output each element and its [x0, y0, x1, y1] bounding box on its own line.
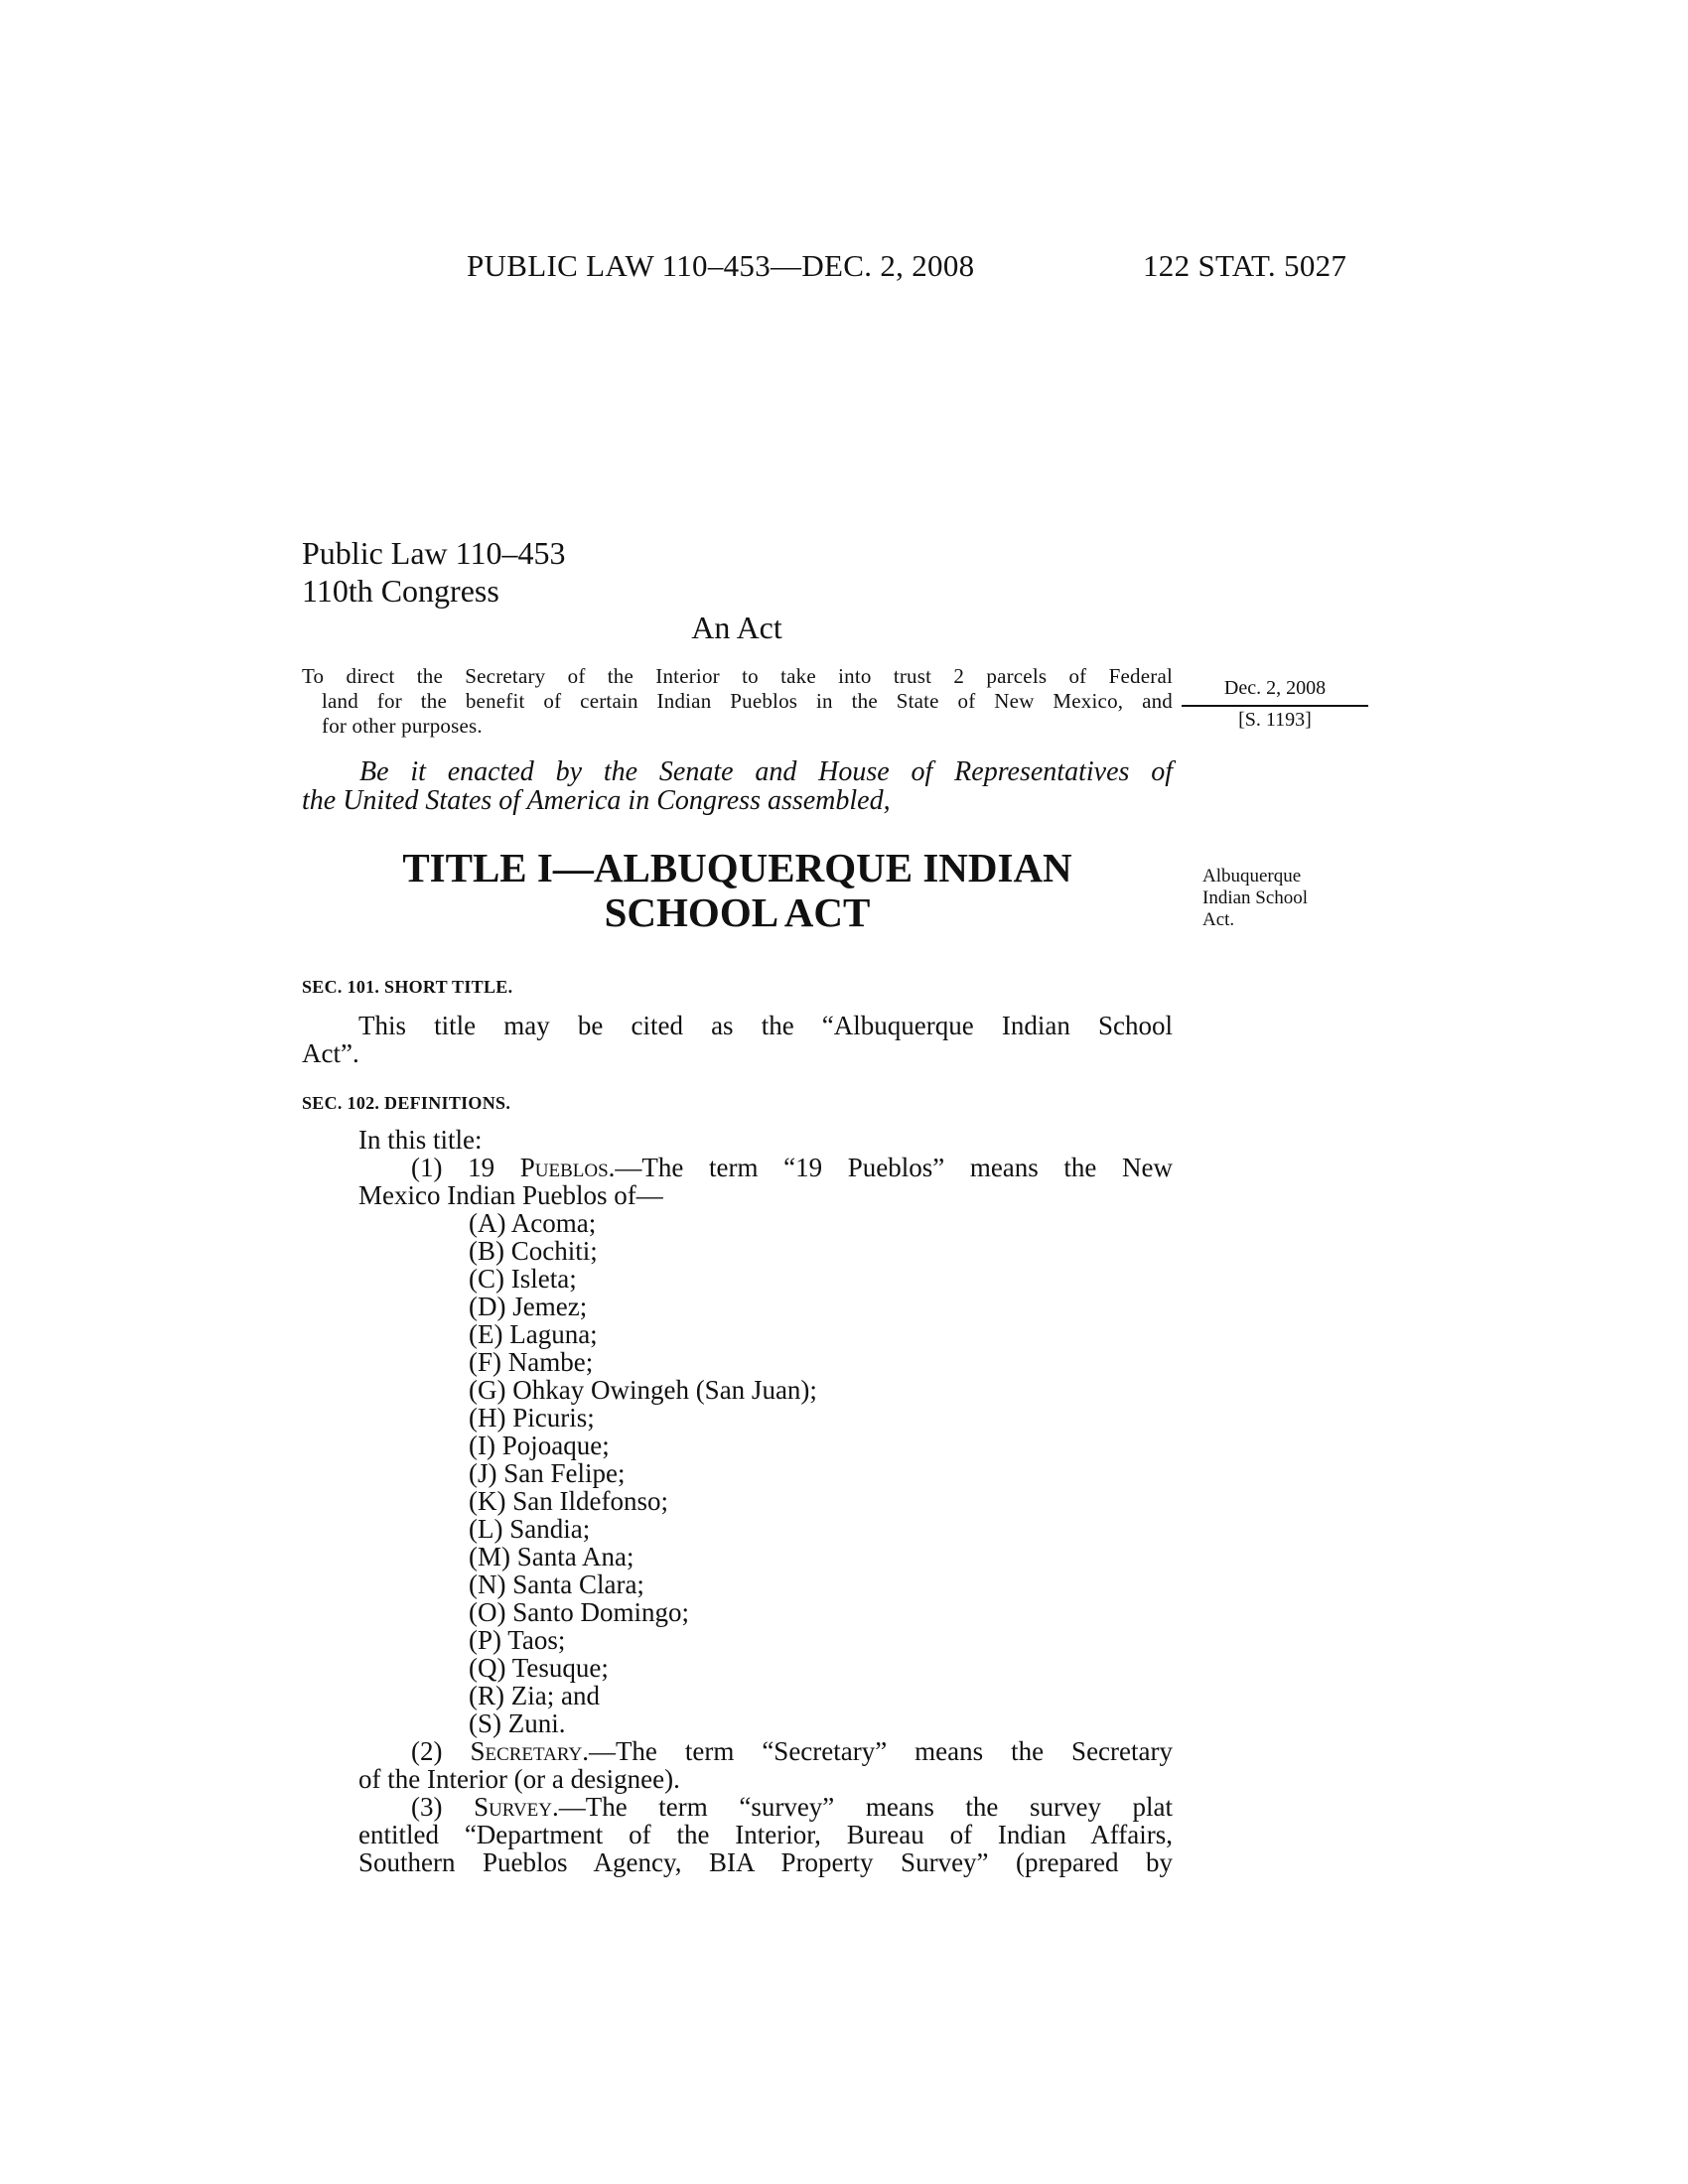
enactment-date: Dec. 2, 2008	[1223, 677, 1327, 699]
section-101-heading: SEC. 101. SHORT TITLE.	[302, 977, 513, 997]
margin-note-line: Indian School	[1202, 887, 1309, 908]
body-line: Act”.	[302, 1038, 359, 1068]
pueblo-list-item: (F) Nambe;	[469, 1347, 594, 1377]
an-act-heading: An Act	[691, 610, 782, 645]
purpose-line: for other purposes.	[322, 714, 483, 738]
public-law-number: Public Law 110–453	[302, 535, 566, 571]
pueblo-list-item: (G) Ohkay Owingeh (San Juan);	[469, 1375, 817, 1405]
pueblo-list-item: (P) Taos;	[469, 1625, 566, 1655]
definition-secretary: (2) Secretary.—The term “Secretary” means the Secretary	[411, 1736, 1173, 1766]
pueblo-list-item: (R) Zia; and	[469, 1681, 600, 1710]
section-102-heading: SEC. 102. DEFINITIONS.	[302, 1093, 511, 1113]
body-line: This title may be cited as the “Albuquerque Indian School	[358, 1011, 1173, 1040]
pueblo-list-item: (I) Pojoaque;	[469, 1431, 610, 1460]
pueblo-list-item: (S) Zuni.	[469, 1708, 566, 1738]
purpose-statement	[302, 664, 1173, 739]
enacting-line: the United States of America in Congress assembled,	[302, 785, 891, 816]
pueblo-list-item: (A) Acoma;	[469, 1208, 597, 1238]
pueblo-list-item: (O) Santo Domingo;	[469, 1597, 689, 1627]
pueblo-list-item: (N) Santa Clara;	[469, 1570, 644, 1599]
pueblo-list-item: (B) Cochiti;	[469, 1236, 598, 1266]
margin-note-line: Albuquerque	[1202, 866, 1302, 887]
body-line: In this title:	[358, 1125, 483, 1155]
pueblo-list-item: (H) Picuris;	[469, 1403, 595, 1433]
title-heading	[302, 846, 1173, 935]
body-line: Southern Pueblos Agency, BIA Property Survey” (prepared by	[358, 1847, 1173, 1877]
margin-note-line: Act.	[1202, 909, 1235, 930]
pueblo-list-item: (C) Isleta;	[469, 1264, 577, 1294]
margin-note	[1202, 866, 1341, 931]
title-line: TITLE I—ALBUQUERQUE INDIAN	[402, 845, 1072, 890]
running-header-page: 122 STAT. 5027	[1143, 248, 1347, 283]
pueblo-list-item: (L) Sandia;	[469, 1514, 591, 1544]
body-line: of the Interior (or a designee).	[358, 1764, 680, 1794]
body-line: Mexico Indian Pueblos of—	[358, 1180, 663, 1210]
pueblo-list-item: (M) Santa Ana;	[469, 1542, 634, 1571]
bill-number: [S. 1193]	[1238, 709, 1312, 731]
title-line: SCHOOL ACT	[604, 889, 871, 935]
section-102-body	[302, 1126, 1173, 1876]
section-101-body	[302, 1012, 1173, 1067]
pueblo-list-item: (J) San Felipe;	[469, 1458, 626, 1488]
pueblo-list-item: (Q) Tesuque;	[469, 1653, 609, 1683]
enacting-line: Be it enacted by the Senate and House of Representatives of	[359, 756, 1173, 787]
body-line: entitled “Department of the Interior, Bureau of Indian Affairs,	[358, 1820, 1173, 1849]
running-header-left: PUBLIC LAW 110–453—DEC. 2, 2008	[467, 248, 975, 283]
purpose-line: land for the benefit of certain Indian Pueblos in the State of New Mexico, and	[322, 689, 1173, 713]
congress-number: 110th Congress	[302, 573, 499, 609]
purpose-line: To direct the Secretary of the Interior to take into trust 2 parcels of Federal	[302, 664, 1173, 688]
sidenote-rule	[1182, 705, 1368, 707]
definition-survey: (3) Survey.—The term “survey” means the survey plat	[411, 1792, 1174, 1822]
pueblo-list-item: (E) Laguna;	[469, 1319, 598, 1349]
definition-19-pueblos: (1) 19 Pueblos.—The term “19 Pueblos” means the New	[411, 1153, 1174, 1182]
pueblo-list	[302, 1209, 1173, 1737]
enacting-clause	[302, 757, 1173, 815]
pueblo-list-item: (K) San Ildefonso;	[469, 1486, 668, 1516]
pueblo-list-item: (D) Jemez;	[469, 1292, 588, 1321]
